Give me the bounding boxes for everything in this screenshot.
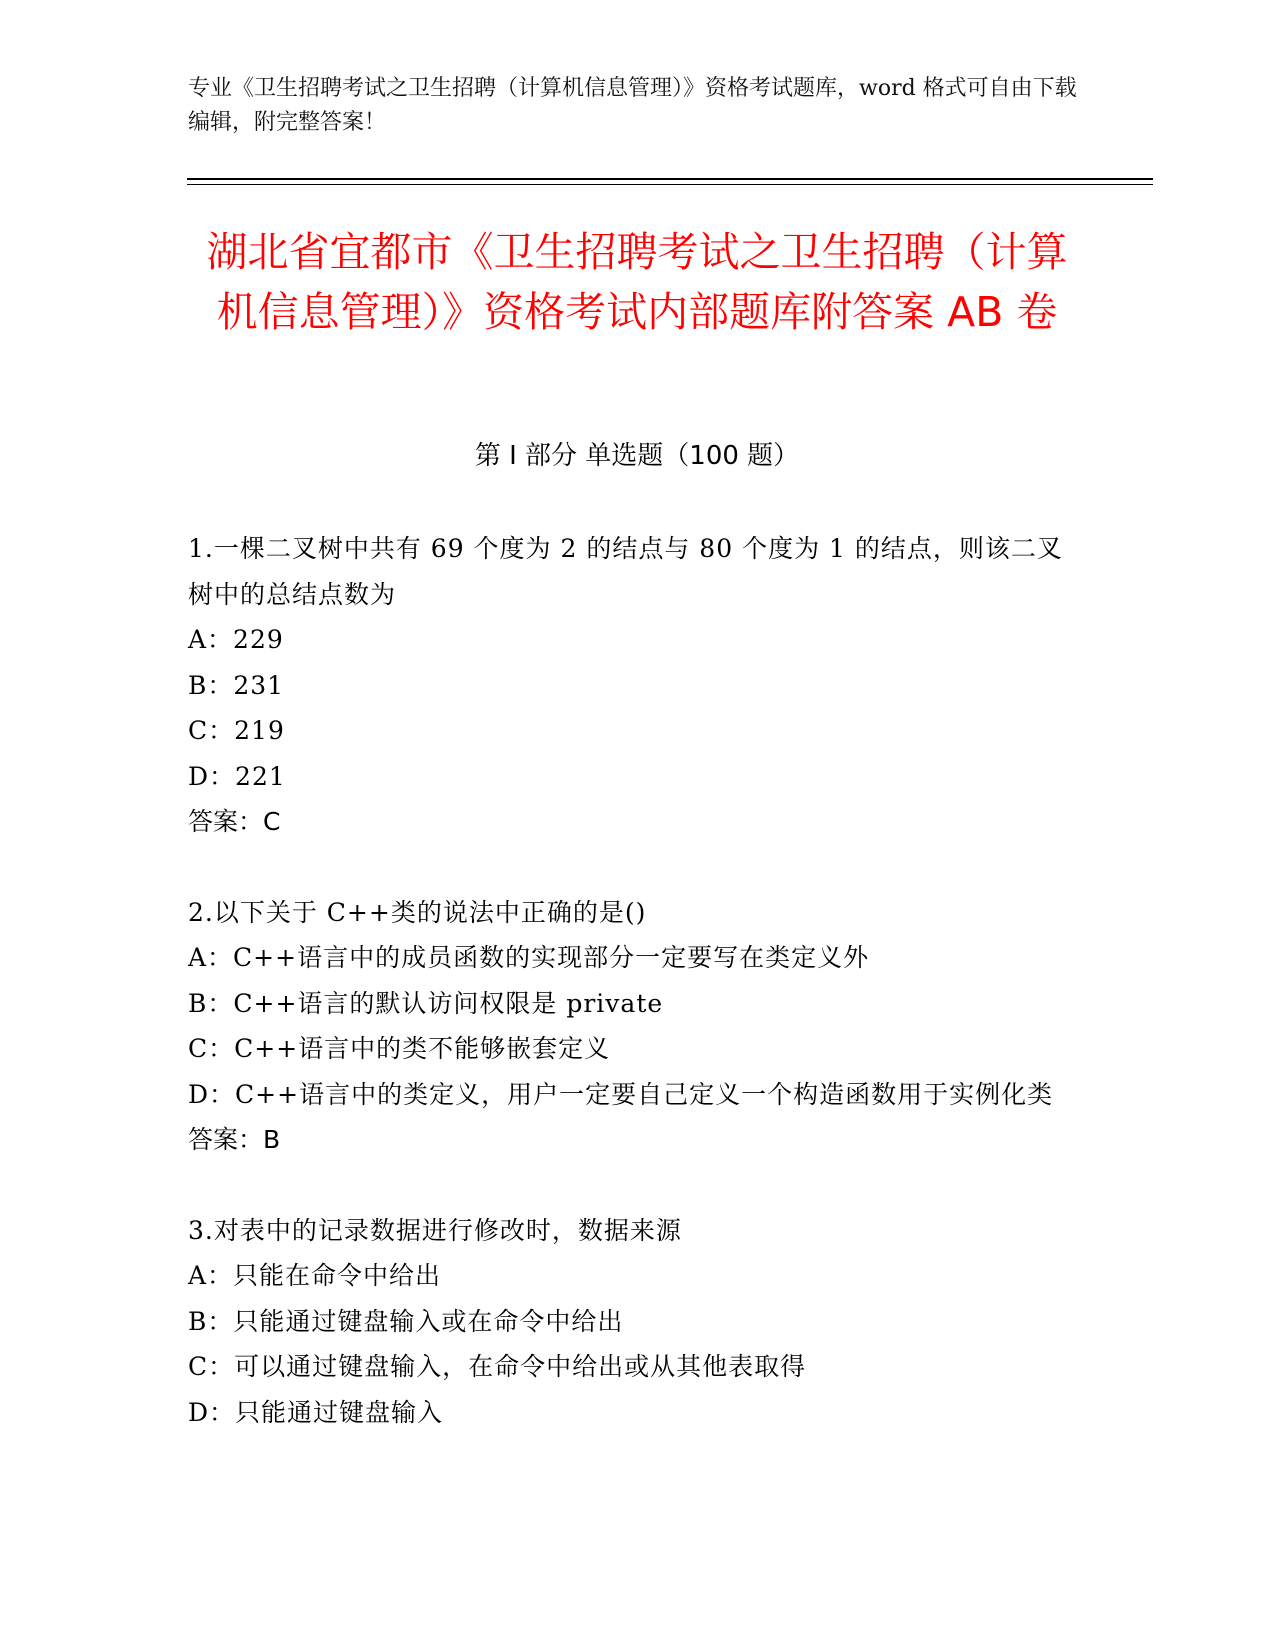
option-a: A：229 bbox=[188, 625, 284, 654]
question-1 bbox=[188, 526, 1068, 845]
question-stem: 1.一棵二叉树中共有 69 个度为 2 的结点与 80 个度为 1 的结点，则该二叉树中的总结点数为 bbox=[188, 534, 1063, 609]
question-3 bbox=[188, 1208, 1068, 1436]
option-d: D：C++语言中的类定义，用户一定要自己定义一个构造函数用于实例化类 bbox=[188, 1079, 1054, 1109]
option-d: D：只能通过键盘输入 bbox=[188, 1397, 444, 1427]
option-c: C：可以通过键盘输入，在命令中给出或从其他表取得 bbox=[188, 1352, 807, 1381]
header-note: 专业《卫生招聘考试之卫生招聘（计算机信息管理）》资格考试题库，word 格式可自由下载编辑，附完整答案！ bbox=[188, 76, 1077, 135]
header-divider-thick bbox=[187, 178, 1153, 180]
option-b: B：C++语言的默认访问权限是 private bbox=[188, 988, 664, 1018]
question-list bbox=[188, 526, 1068, 1480]
option-a: A：C++语言中的成员函数的实现部分一定要写在类定义外 bbox=[188, 943, 870, 972]
question-stem: 2.以下关于 C++类的说法中正确的是() bbox=[188, 897, 647, 927]
option-c: C：219 bbox=[188, 716, 285, 745]
option-a: A：只能在命令中给出 bbox=[188, 1261, 442, 1290]
answer-line: 答案：C bbox=[188, 807, 281, 836]
document-title: 湖北省宜都市《卫生招聘考试之卫生招聘（计算机信息管理）》资格考试内部题库附答案 AB 卷 bbox=[206, 228, 1068, 336]
question-2 bbox=[188, 890, 1068, 1163]
option-b: B：231 bbox=[188, 670, 285, 700]
question-stem: 3.对表中的记录数据进行修改时，数据来源 bbox=[188, 1215, 682, 1245]
answer-line: 答案：B bbox=[188, 1125, 281, 1154]
option-c: C：C++语言中的类不能够嵌套定义 bbox=[188, 1034, 611, 1063]
section-title: 第 I 部分 单选题（100 题） bbox=[474, 441, 800, 471]
option-b: B：只能通过键盘输入或在命令中给出 bbox=[188, 1306, 624, 1336]
header-divider-thin bbox=[187, 184, 1153, 185]
option-d: D：221 bbox=[188, 761, 286, 791]
